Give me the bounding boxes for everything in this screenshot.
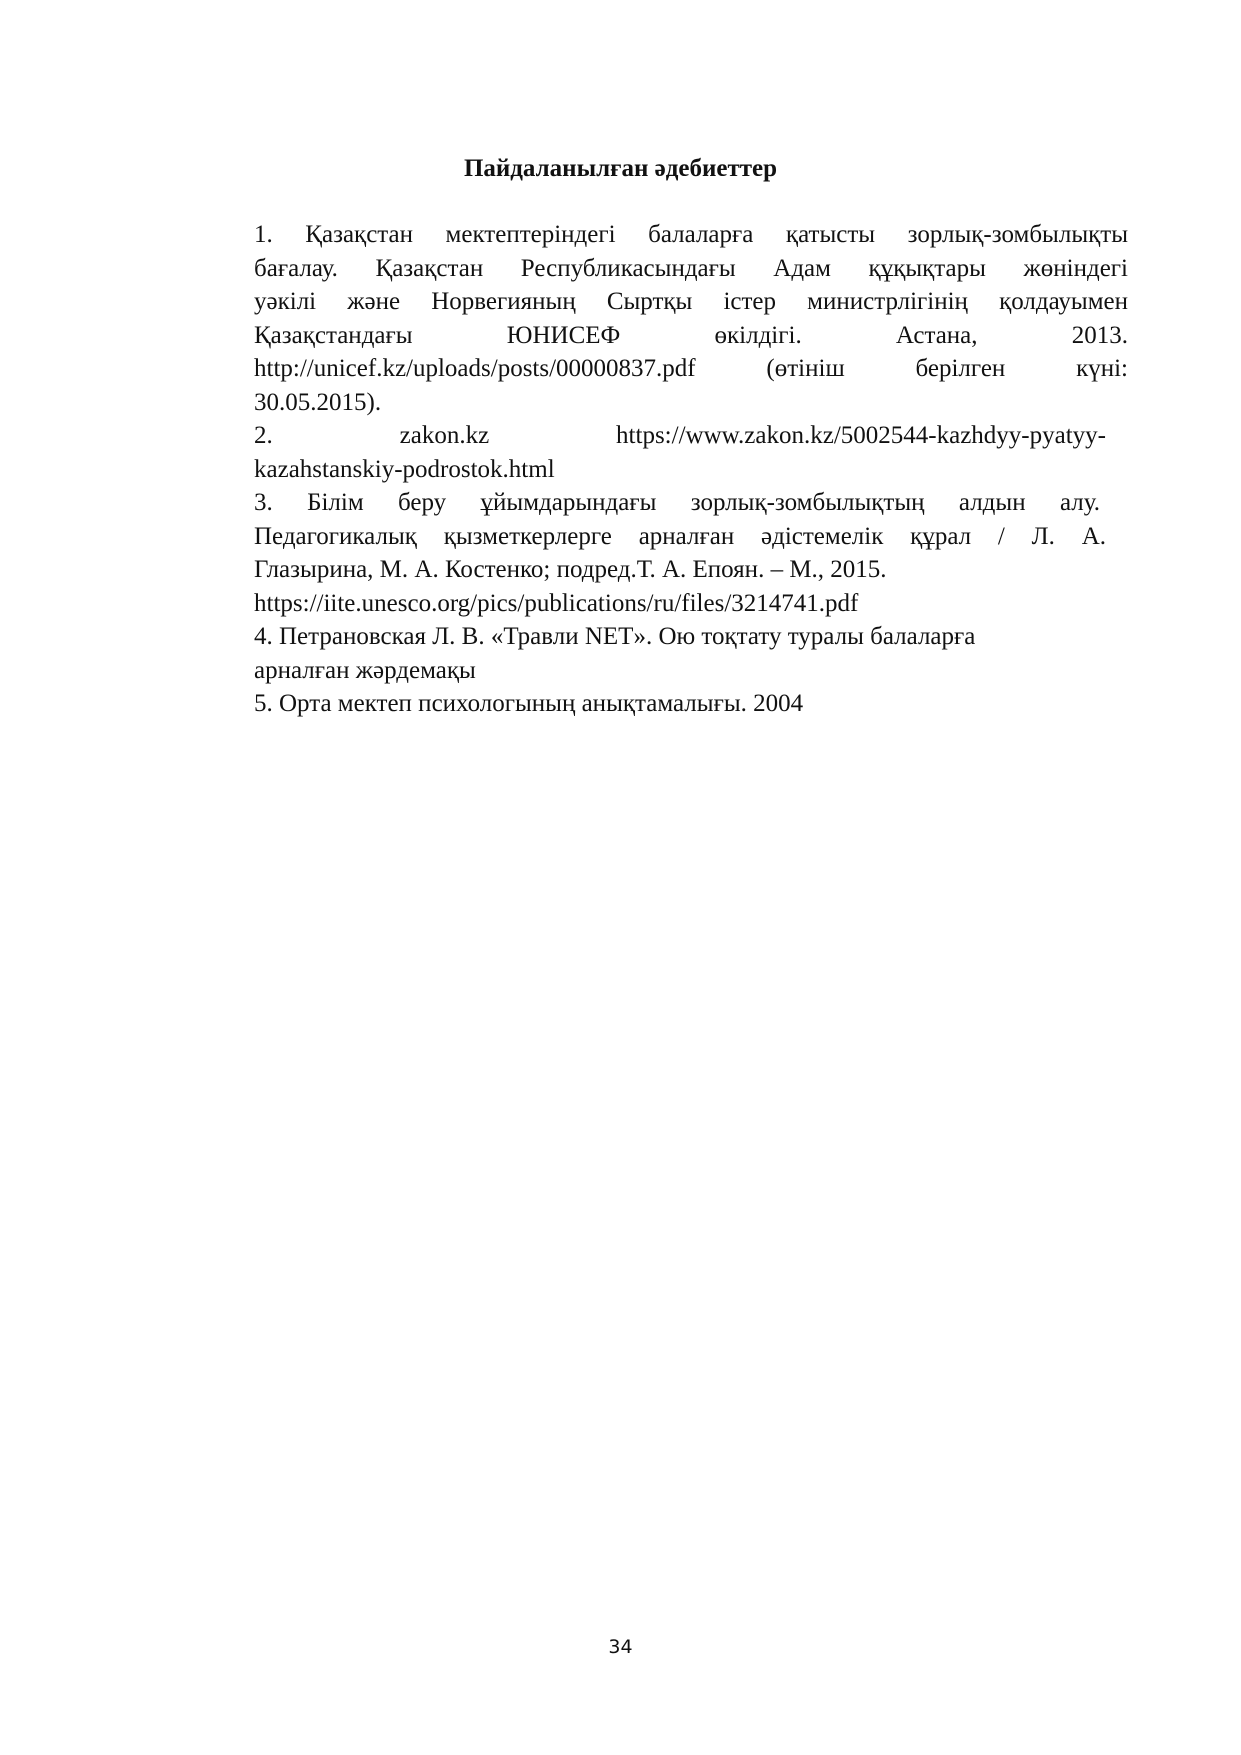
- reference-line: арналған жәрдемақы: [254, 656, 476, 684]
- reference-item-1: [254, 218, 1128, 419]
- reference-line: бағалау. Қазақстан Республикасындағы Адам құқықтары жөніндегі: [254, 254, 1128, 282]
- page-number: 34: [608, 1636, 633, 1658]
- reference-line: 4. Петрановская Л. В. «Травли NET». Ою тоқтату туралы балаларға: [254, 623, 976, 650]
- reference-line: 5. Орта мектеп психологының анықтамалығы. 2004: [254, 690, 804, 717]
- reference-link-line: 2. zakon.kz https://www.zakon.kz/5002544-kazhdyy-pyatyy-: [254, 422, 1106, 449]
- reference-item-4: [254, 620, 1128, 687]
- reference-item-2: [254, 419, 1128, 486]
- reference-link-line: http://unicef.kz/uploads/posts/00000837.pdf (өтініш берілген күні:: [254, 355, 1128, 382]
- reference-line: Педагогикалық қызметкерлерге арналған әдістемелік құрал / Л. А.: [254, 522, 1106, 550]
- reference-line: уәкілі және Норвегияның Сыртқы істер министрлігінің қолдауымен: [254, 288, 1128, 315]
- reference-line: 3. Білім беру ұйымдарындағы зорлық-зомбылықтың алдын алу.: [254, 489, 1100, 516]
- reference-line: kazahstanskiy-podrostok.html: [254, 455, 555, 483]
- reference-link-line: https://iite.unesco.org/pics/publications/ru/files/3214741.pdf: [254, 589, 859, 617]
- page-title: Пайдаланылған әдебиеттер: [463, 155, 778, 182]
- reference-line: 1. Қазақстан мектептеріндегі балаларға қатысты зорлық-зомбылықты: [254, 221, 1128, 248]
- reference-line: Глазырина, М. А. Костенко; подред.Т. А. Епоян. – М., 2015.: [254, 556, 887, 583]
- reference-line: 30.05.2015).: [254, 388, 382, 416]
- reference-item-3: [254, 486, 1128, 620]
- reference-line: Қазақстандағы ЮНИСЕФ өкілдігі. Астана, 2013.: [254, 321, 1128, 349]
- reference-list: [254, 218, 1128, 721]
- reference-item-5: [254, 687, 1128, 721]
